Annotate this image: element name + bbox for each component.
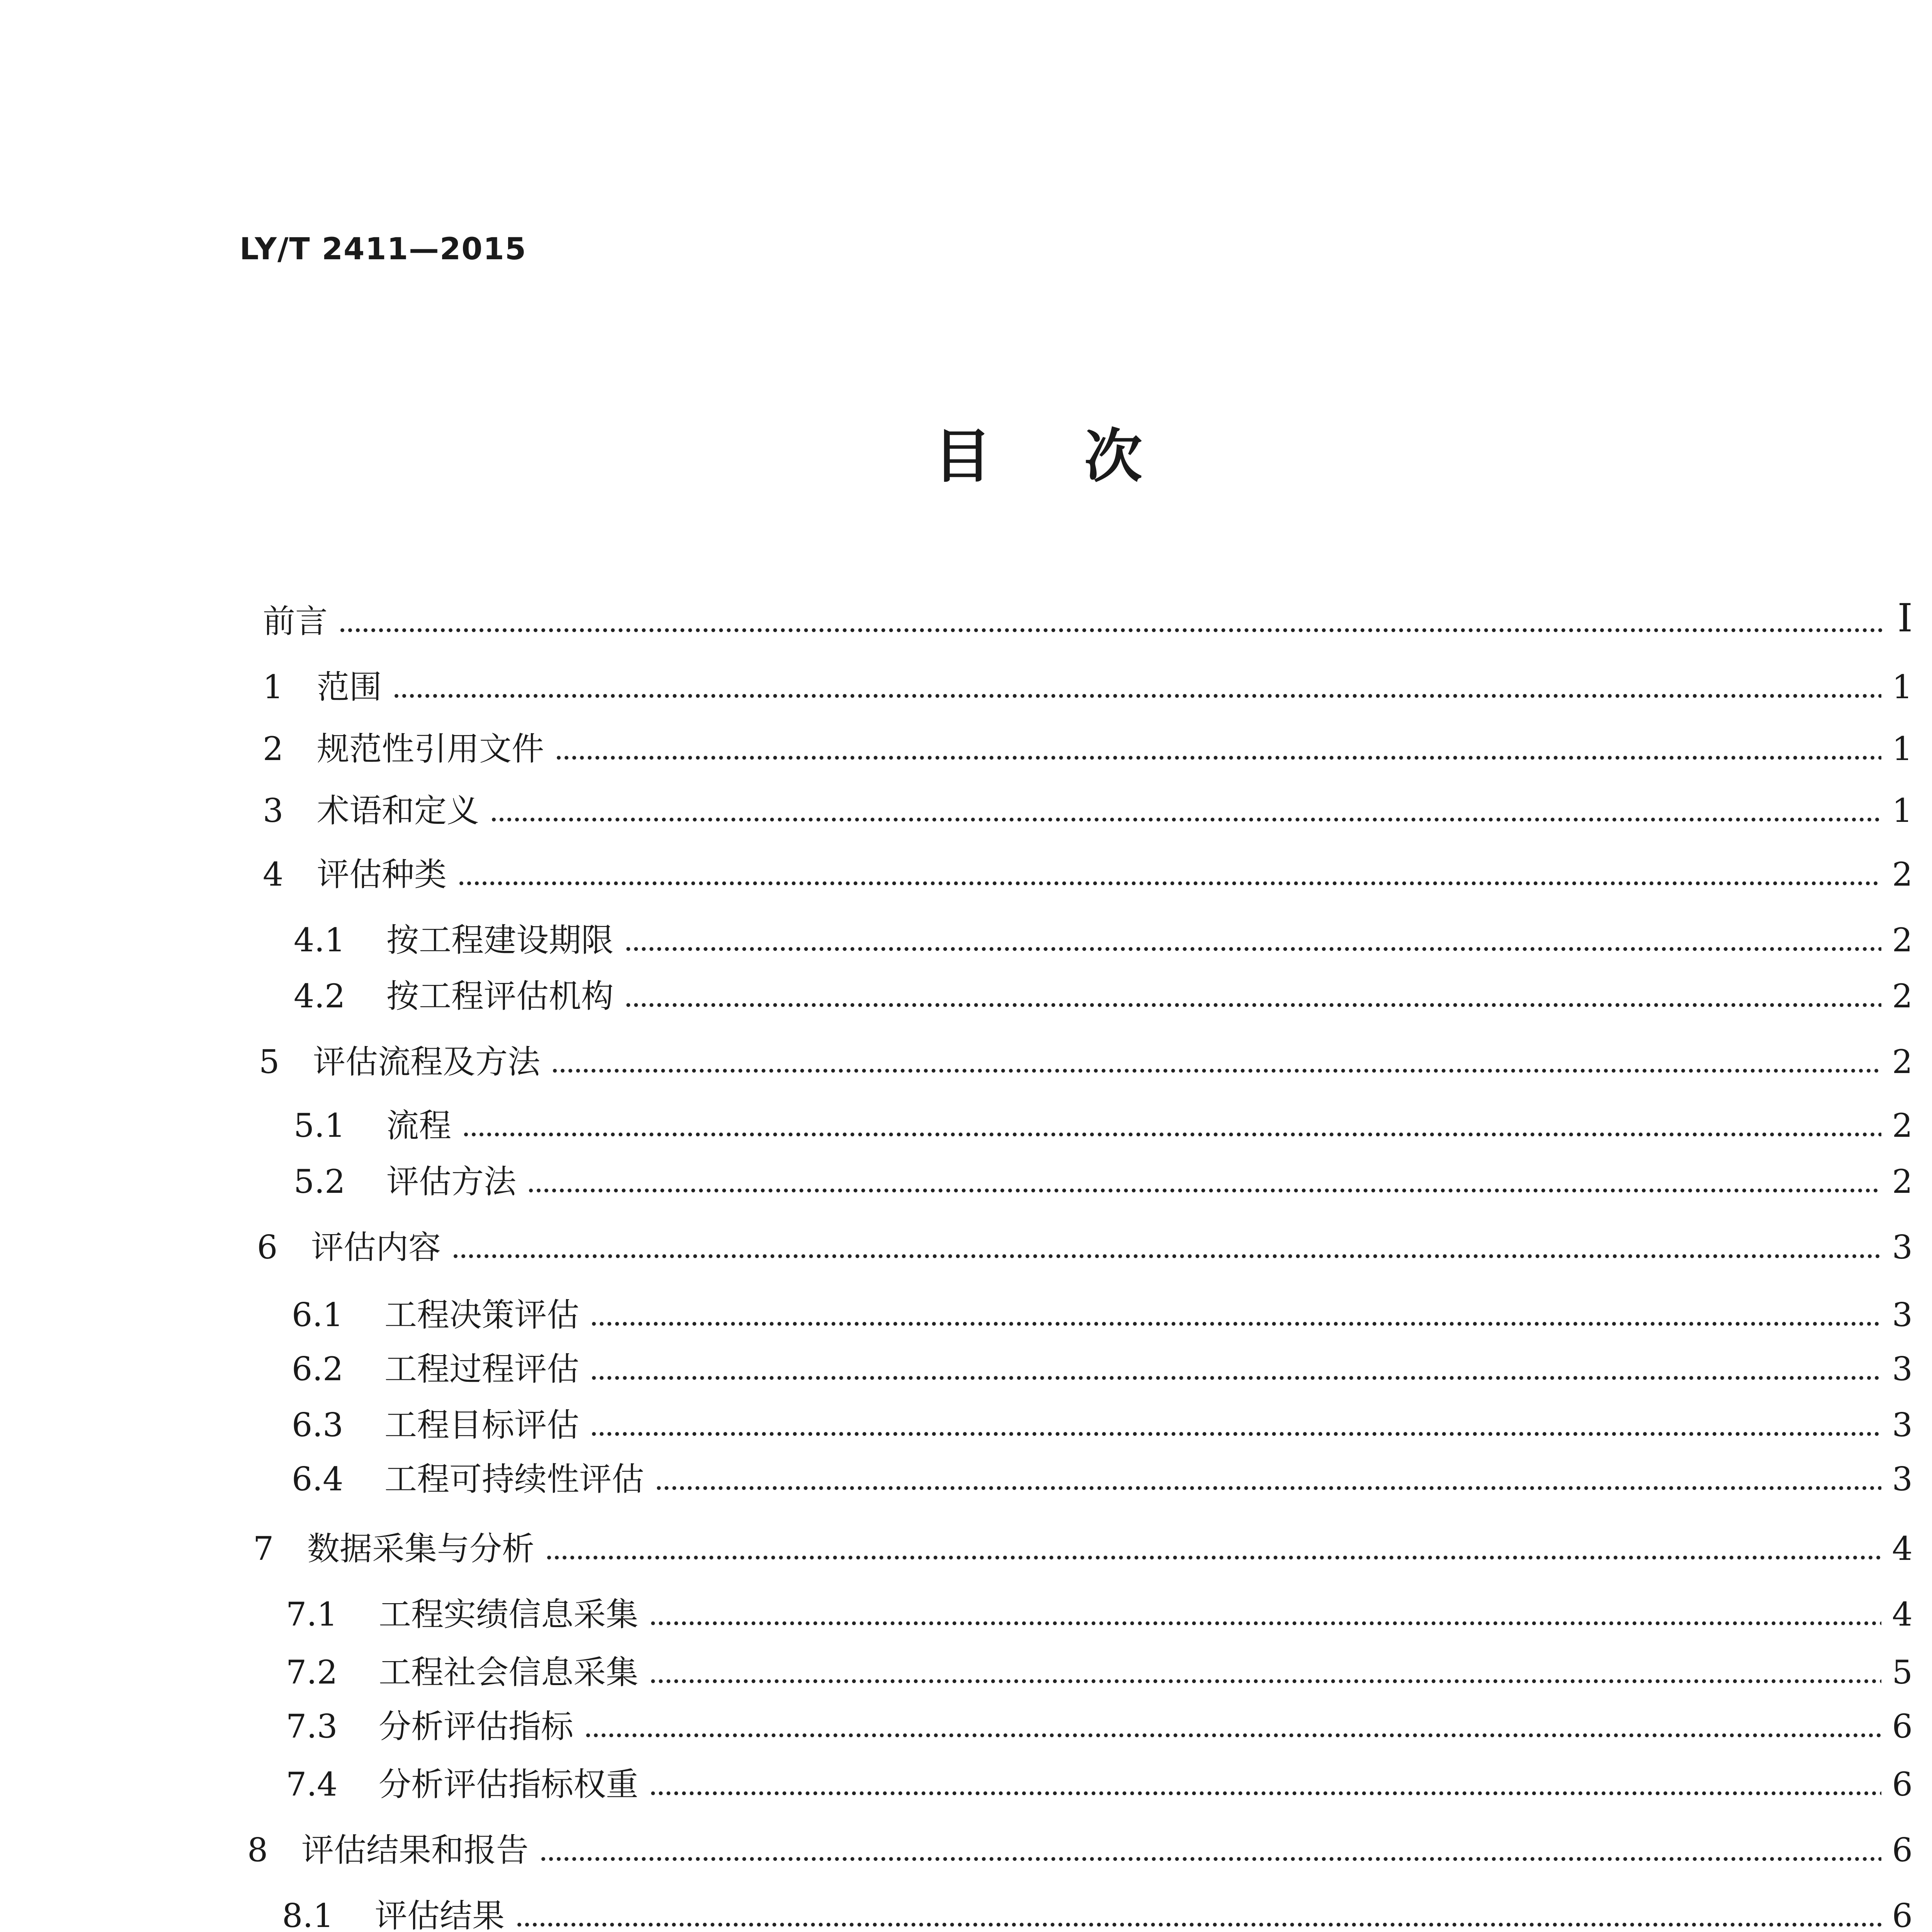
toc-entry-title: 数据采集与分析 — [307, 1530, 535, 1568]
toc-entry-title: 范围 — [317, 668, 382, 706]
toc-entry-page: 2 — [1892, 855, 1913, 893]
toc-entry-title: 评估结果 — [375, 1897, 505, 1932]
toc-entry-title: 评估流程及方法 — [313, 1043, 541, 1081]
toc-entry — [292, 1289, 1913, 1334]
toc-entry-title: 按工程评估机构 — [386, 977, 614, 1015]
toc-entry — [286, 1646, 1913, 1689]
toc-entry-number: 4.2 — [294, 977, 345, 1015]
toc-entry-page: 3 — [1892, 1228, 1913, 1266]
toc-entry — [263, 784, 1913, 830]
toc-leader-dots — [649, 1679, 1881, 1684]
toc-entry — [292, 1453, 1913, 1498]
toc-entry-number: 1 — [263, 668, 284, 706]
toc-leader-dots — [624, 1002, 1881, 1008]
toc-leader-dots — [338, 628, 1883, 633]
toc-entry-number: 7 — [253, 1530, 274, 1568]
toc-entry-number: 6.1 — [292, 1296, 344, 1334]
toc-entry-page: 3 — [1892, 1460, 1913, 1498]
toc-leader-dots — [452, 1253, 1881, 1259]
toc-entry-title: 按工程建设期限 — [386, 921, 614, 959]
toc-entry — [286, 1758, 1913, 1801]
toc-entry-page: 6 — [1892, 1897, 1913, 1932]
toc-entry-number: 4.1 — [294, 921, 345, 959]
toc-entry-number: 4 — [263, 855, 284, 893]
toc-entry — [259, 1036, 1913, 1081]
toc-entry-title: 分析评估指标 — [379, 1708, 574, 1745]
toc-entry-number: 5 — [259, 1043, 280, 1081]
toc-title-char-2: 次 — [1084, 422, 1143, 490]
toc-entry-title: 流程 — [386, 1107, 452, 1145]
toc-leader-dots — [527, 1188, 1881, 1193]
toc-entry — [263, 661, 1913, 706]
toc-entry-page: 2 — [1892, 1107, 1913, 1145]
toc-entry-page: 2 — [1892, 977, 1913, 1015]
toc-entry — [286, 1588, 1913, 1631]
toc-entry-page: 2 — [1892, 1163, 1913, 1201]
toc-leader-dots — [490, 817, 1881, 822]
toc-entry — [292, 1399, 1913, 1444]
toc-entry-page: 1 — [1892, 792, 1913, 830]
toc-entry-title: 工程决策评估 — [384, 1296, 580, 1334]
toc-entry-page: 1 — [1892, 730, 1913, 768]
toc-entry-page: 3 — [1892, 1296, 1913, 1334]
toc-leader-dots — [551, 1068, 1881, 1073]
toc-entry — [294, 970, 1913, 1015]
toc-entry-title: 规范性引用文件 — [317, 730, 544, 768]
toc-leader-dots — [462, 1132, 1881, 1137]
toc-entry-page: 6 — [1892, 1708, 1913, 1745]
toc-entry — [253, 1522, 1913, 1568]
toc-entry-page: 2 — [1892, 921, 1913, 959]
toc-entry — [294, 1155, 1913, 1201]
toc-entry-number: 5.2 — [294, 1163, 345, 1201]
toc-entry-number: 7.1 — [286, 1595, 338, 1633]
toc-entry-title: 分析评估指标权重 — [379, 1765, 639, 1803]
toc-entry-page: 1 — [1892, 668, 1913, 706]
toc-leader-dots — [457, 881, 1881, 886]
toc-leader-dots — [393, 693, 1881, 699]
standard-code: LY/T 2411—2015 — [240, 232, 527, 267]
toc-entry — [282, 1889, 1913, 1932]
toc-leader-dots — [590, 1321, 1881, 1327]
toc-leader-dots — [624, 946, 1881, 952]
toc-entry — [292, 1343, 1913, 1388]
toc-entry-page: I — [1897, 595, 1913, 641]
toc-entry-number: 7.3 — [286, 1708, 338, 1745]
toc-leader-dots — [590, 1375, 1881, 1381]
toc-title-char-1: 目 — [933, 422, 992, 490]
toc-entry-title: 工程过程评估 — [384, 1350, 580, 1388]
toc-entry-page: 5 — [1892, 1653, 1913, 1691]
toc-entry-page: 6 — [1892, 1765, 1913, 1803]
toc-entry-title: 评估种类 — [317, 855, 447, 893]
toc-leader-dots — [539, 1856, 1881, 1862]
toc-entry-title: 术语和定义 — [317, 792, 480, 830]
toc-leader-dots — [545, 1555, 1881, 1560]
toc-entry-number: 6.2 — [292, 1350, 344, 1388]
toc-entry-title: 评估方法 — [386, 1163, 517, 1201]
toc-entry-title: 评估结果和报告 — [301, 1831, 529, 1869]
toc-leader-dots — [515, 1922, 1881, 1927]
toc-entry-page: 6 — [1892, 1831, 1913, 1869]
toc-entry — [294, 1099, 1913, 1145]
toc-entry-number: 6.4 — [292, 1460, 344, 1498]
toc-entry-page: 4 — [1892, 1595, 1913, 1633]
toc-entry-title: 工程实绩信息采集 — [379, 1595, 639, 1633]
toc-entry-title: 工程目标评估 — [384, 1406, 580, 1444]
toc-entry-number: 7.4 — [286, 1765, 338, 1803]
toc-entry — [286, 1700, 1913, 1743]
toc-entry — [263, 595, 1913, 641]
toc-entry — [263, 723, 1913, 768]
toc-entry-title: 工程可持续性评估 — [384, 1460, 645, 1498]
toc-leader-dots — [584, 1733, 1881, 1738]
toc-entry-page: 3 — [1892, 1406, 1913, 1444]
toc-entry-number: 6.3 — [292, 1406, 344, 1444]
toc-leader-dots — [655, 1485, 1881, 1491]
toc-entry-number: 5.1 — [294, 1107, 345, 1145]
toc-leader-dots — [590, 1431, 1881, 1437]
toc-entry-title: 评估内容 — [311, 1228, 441, 1266]
toc-entry — [247, 1824, 1913, 1869]
toc-entry-number: 3 — [263, 792, 284, 830]
toc-entry-title: 前言 — [263, 602, 328, 640]
toc-entry-page: 3 — [1892, 1350, 1913, 1388]
toc-entry-page: 4 — [1892, 1530, 1913, 1568]
toc-entry — [263, 848, 1913, 891]
toc-entry — [294, 914, 1913, 959]
toc-entry-number: 2 — [263, 730, 284, 768]
toc-leader-dots — [649, 1621, 1881, 1626]
toc-entry — [257, 1221, 1913, 1264]
toc-entry-number: 7.2 — [286, 1653, 338, 1691]
toc-entry-title: 工程社会信息采集 — [379, 1653, 639, 1691]
toc-leader-dots — [649, 1791, 1881, 1796]
toc-entry-page: 2 — [1892, 1043, 1913, 1081]
toc-leader-dots — [555, 755, 1881, 760]
toc-entry-number: 8.1 — [282, 1897, 334, 1932]
toc-entry-number: 8 — [247, 1831, 268, 1869]
toc-entry-number: 6 — [257, 1228, 278, 1266]
